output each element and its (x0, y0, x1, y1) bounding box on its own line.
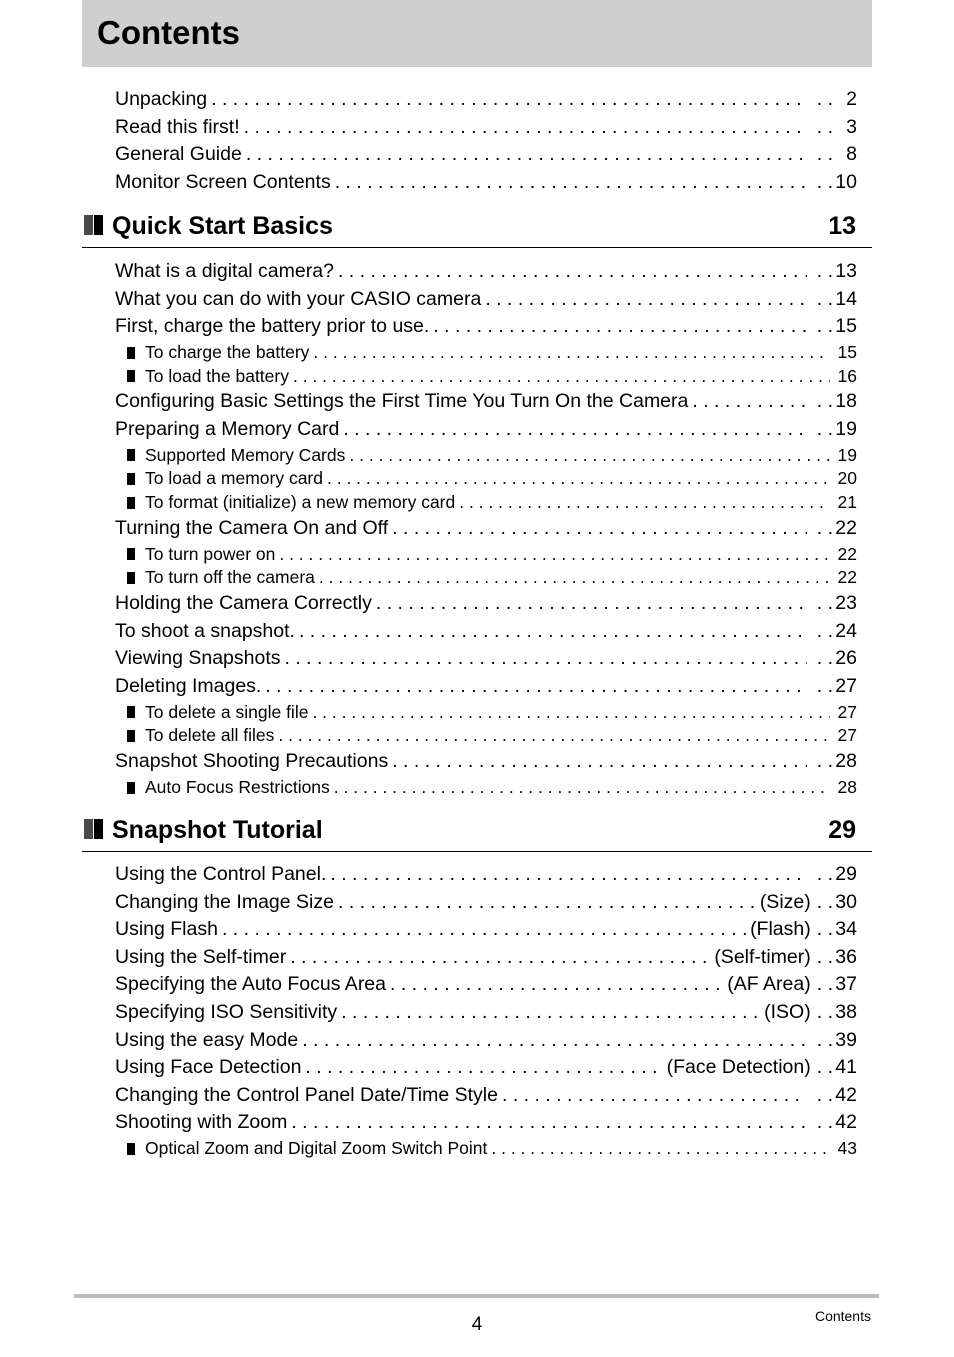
toc-entry-title: To delete a single file (145, 701, 309, 722)
toc-entry[interactable] (115, 515, 857, 543)
toc-subentry[interactable] (115, 566, 857, 590)
dot-leader (335, 169, 807, 197)
dot-leader (285, 645, 807, 673)
dot-leader-tail: . . (816, 1056, 833, 1079)
toc-entry[interactable] (115, 944, 857, 972)
toc-entry-key: (AF Area) (727, 973, 811, 996)
toc-entry[interactable] (115, 673, 857, 701)
toc-entry-title: Changing the Image Size (115, 890, 334, 913)
toc-entry-title: Using the easy Mode (115, 1028, 299, 1051)
toc-entry[interactable] (115, 141, 857, 169)
dot-leader-tail: . . (816, 88, 833, 110)
toc-subentry[interactable] (115, 341, 857, 365)
toc-entry-page: 15 (837, 341, 857, 362)
footer-page-number: 4 (471, 1314, 483, 1335)
toc-entry-page: 16 (837, 365, 857, 386)
toc-entry-page: 19 (835, 417, 857, 440)
dot-leader (279, 543, 829, 567)
toc-entry-page: 14 (835, 287, 857, 310)
toc-entry-title: Using the Control Panel. (115, 863, 327, 885)
toc-entry-page: 22 (835, 516, 857, 539)
toc-entry-title: Using Face Detection (115, 1056, 302, 1079)
toc-entry-key: (Face Detection) (666, 1056, 811, 1079)
dot-leader-tail: . . (816, 390, 833, 413)
section-page: 29 (828, 816, 856, 844)
section-marker-icon (82, 215, 104, 235)
toc-entry-title: Unpacking (115, 88, 208, 110)
toc-entry[interactable] (115, 1027, 857, 1055)
toc-entry-key: (Flash) (750, 918, 811, 941)
toc-entry-page: 39 (835, 1028, 857, 1051)
toc-entry-page: 28 (837, 776, 857, 797)
toc-entry-page: 27 (837, 725, 857, 746)
toc-entry-page: 18 (835, 390, 857, 413)
footer-rule (74, 1294, 879, 1298)
dot-leader (338, 258, 807, 286)
toc-entry-key: (Size) (759, 890, 811, 913)
toc-entry[interactable] (115, 618, 857, 646)
dot-leader (392, 748, 807, 776)
toc-entry-page: 42 (835, 1111, 857, 1134)
dot-leader-tail: . . (816, 115, 833, 138)
bullet-square-icon (127, 782, 135, 794)
toc-entry-title: Viewing Snapshots (115, 647, 281, 670)
section-title: Quick Start Basics (112, 212, 333, 240)
bullet-square-icon (127, 548, 135, 560)
dot-leader (491, 1137, 829, 1161)
toc-entry-title: Holding the Camera Correctly (115, 592, 372, 615)
dot-leader-tail: . . (816, 863, 833, 885)
toc-entry-page: 10 (835, 170, 857, 193)
dot-leader (376, 590, 807, 618)
toc-entry-title: To delete all files (145, 725, 275, 746)
page-title: Contents (97, 14, 240, 51)
toc-entry-title: Using Flash (115, 918, 218, 941)
toc-entry-title: To turn power on (145, 543, 276, 564)
dot-leader-tail: . . (816, 1083, 833, 1106)
toc-entry[interactable] (115, 999, 857, 1027)
toc-subentry[interactable] (115, 491, 857, 515)
intro-toc-list (115, 86, 857, 196)
toc-entry-page: 43 (837, 1137, 857, 1158)
toc-entry-page: 20 (837, 468, 857, 489)
toc-entry-title: Configuring Basic Settings the First Time You Turn On the Camera (115, 390, 689, 413)
dot-leader (222, 916, 746, 944)
toc-entry-title: Read this first! (115, 115, 240, 138)
dot-leader (392, 515, 807, 543)
toc-entry-page: 29 (835, 863, 857, 885)
bullet-square-icon (127, 497, 135, 509)
dot-leader-tail: . . (816, 592, 833, 615)
toc-entry[interactable] (115, 916, 857, 944)
toc-entry-page: 8 (846, 143, 857, 166)
dot-leader (330, 861, 806, 889)
toc-subentry[interactable] (115, 543, 857, 567)
toc-entry-title: Specifying the Auto Focus Area (115, 973, 387, 996)
dot-leader-tail: . . (816, 417, 833, 440)
toc-entry[interactable] (115, 590, 857, 618)
toc-entry-title: Specifying ISO Sensitivity (115, 1000, 338, 1023)
dot-leader (390, 971, 723, 999)
dot-leader (244, 114, 807, 142)
dot-leader (302, 1027, 807, 1055)
toc-subentry[interactable] (115, 701, 857, 725)
toc-entry-page: 24 (835, 619, 857, 642)
dot-leader (265, 673, 806, 701)
dot-leader (502, 1082, 807, 1110)
toc-entry[interactable] (115, 313, 857, 341)
dot-leader (692, 388, 806, 416)
toc-entry-page: 28 (835, 750, 857, 773)
section-page: 13 (828, 212, 856, 240)
toc-entry-title: To load the battery (145, 365, 289, 386)
dot-leader-tail: . . (816, 170, 833, 193)
dot-leader-tail: . . (816, 674, 833, 697)
toc-subentry[interactable] (115, 467, 857, 491)
footer-label: Contents (814, 1308, 871, 1324)
dot-leader-tail: . . (816, 973, 833, 996)
toc-entry[interactable] (115, 889, 857, 917)
toc-entry-title: Shooting with Zoom (115, 1111, 288, 1134)
snapshot-tutorial-toc-list (115, 861, 857, 1161)
dot-leader-tail: . . (816, 750, 833, 773)
toc-entry-title: Deleting Images. (115, 674, 262, 697)
toc-entry[interactable] (115, 114, 857, 142)
toc-entry-title: Optical Zoom and Digital Zoom Switch Point (145, 1137, 488, 1158)
toc-entry-page: 21 (837, 492, 857, 513)
bullet-square-icon (127, 473, 135, 485)
toc-entry-page: 2 (846, 88, 857, 110)
dot-leader (290, 944, 710, 972)
toc-entry-title: Using the Self-timer (115, 945, 287, 968)
toc-entry[interactable] (115, 286, 857, 314)
dot-leader (211, 86, 807, 114)
section-header-snapshot-tutorial (82, 815, 872, 852)
dot-leader (334, 776, 830, 800)
toc-entry[interactable] (115, 416, 857, 444)
dot-leader-tail: . . (816, 1000, 833, 1023)
bullet-square-icon (127, 449, 135, 461)
toc-entry-title: Turning the Camera On and Off (115, 516, 389, 539)
bullet-square-icon (127, 370, 135, 382)
dot-leader (338, 889, 756, 917)
toc-entry-title: To shoot a snapshot. (115, 619, 295, 642)
toc-entry[interactable] (115, 861, 857, 889)
toc-entry-key: (ISO) (764, 1000, 811, 1023)
dot-leader-tail: . . (816, 918, 833, 941)
dot-leader (299, 618, 807, 646)
dot-leader (319, 566, 830, 590)
toc-entry-page: 22 (837, 567, 857, 588)
toc-entry-page: 41 (835, 1056, 857, 1079)
toc-entry[interactable] (115, 1109, 857, 1137)
toc-entry[interactable] (115, 258, 857, 286)
dot-leader (349, 444, 829, 468)
toc-entry-title: First, charge the battery prior to use. (115, 315, 430, 338)
toc-entry[interactable] (115, 169, 857, 197)
toc-entry[interactable] (115, 748, 857, 776)
toc-entry[interactable] (115, 645, 857, 673)
dot-leader (291, 1109, 806, 1137)
toc-entry-title: To turn off the camera (145, 567, 315, 588)
dot-leader (312, 701, 829, 725)
toc-entry-title: Changing the Control Panel Date/Time Style (115, 1083, 498, 1106)
dot-leader-tail: . . (816, 1028, 833, 1051)
toc-entry[interactable] (115, 971, 857, 999)
dot-leader-tail: . . (816, 890, 833, 913)
toc-entry-page: 27 (837, 701, 857, 722)
toc-entry-page: 23 (835, 592, 857, 615)
dot-leader (343, 416, 806, 444)
toc-subentry[interactable] (115, 776, 857, 800)
dot-leader (293, 365, 830, 389)
toc-entry-title: To load a memory card (145, 468, 323, 489)
toc-entry-title: Monitor Screen Contents (115, 170, 331, 193)
dot-leader (341, 999, 760, 1027)
toc-entry-page: 19 (837, 444, 857, 465)
toc-entry-title: Supported Memory Cards (145, 444, 346, 465)
section-header-quick-start (82, 211, 872, 248)
dot-leader-tail: . . (816, 647, 833, 670)
toc-entry-title: What is a digital camera? (115, 260, 334, 282)
dot-leader (327, 467, 830, 491)
section-marker-icon (82, 819, 104, 839)
toc-entry-title: General Guide (115, 143, 242, 166)
bullet-square-icon (127, 572, 135, 584)
dot-leader-tail: . . (816, 619, 833, 642)
dot-leader (459, 491, 829, 515)
toc-subentry[interactable] (115, 1137, 857, 1161)
toc-subentry[interactable] (115, 365, 857, 389)
toc-entry-page: 13 (835, 260, 857, 282)
toc-entry-page: 15 (835, 315, 857, 338)
dot-leader-tail: . . (816, 516, 833, 539)
toc-entry-page: 26 (835, 647, 857, 670)
toc-entry-title: Snapshot Shooting Precautions (115, 750, 389, 773)
dot-leader (433, 313, 806, 341)
toc-entry-title: To charge the battery (145, 341, 310, 362)
dot-leader (246, 141, 807, 169)
quick-start-toc-list (115, 258, 857, 800)
toc-entry-page: 27 (835, 674, 857, 697)
toc-entry-page: 30 (835, 890, 857, 913)
bullet-square-icon (127, 730, 135, 742)
toc-entry-page: 38 (835, 1000, 857, 1023)
title-bar (82, 0, 872, 67)
dot-leader-tail: . . (816, 945, 833, 968)
toc-subentry[interactable] (115, 444, 857, 468)
toc-entry[interactable] (115, 388, 857, 416)
dot-leader-tail: . . (816, 143, 833, 166)
toc-subentry[interactable] (115, 724, 857, 748)
dot-leader (278, 724, 829, 748)
toc-entry-key: (Self-timer) (714, 945, 811, 968)
dot-leader (313, 341, 829, 365)
toc-entry-page: 37 (835, 973, 857, 996)
dot-leader (485, 286, 806, 314)
toc-entry-title: Auto Focus Restrictions (145, 776, 330, 797)
toc-entry-title: Preparing a Memory Card (115, 417, 340, 440)
bullet-square-icon (127, 706, 135, 718)
toc-entry[interactable] (115, 1054, 857, 1082)
toc-entry-title: To format (initialize) a new memory card (145, 492, 456, 513)
dot-leader-tail: . . (816, 287, 833, 310)
toc-entry-title: What you can do with your CASIO camera (115, 287, 482, 310)
bullet-square-icon (127, 1143, 135, 1155)
toc-entry-page: 34 (835, 918, 857, 941)
toc-entry-page: 36 (835, 945, 857, 968)
dot-leader-tail: . . (816, 315, 833, 338)
bullet-square-icon (127, 347, 135, 359)
section-title: Snapshot Tutorial (112, 816, 323, 844)
toc-entry-page: 42 (835, 1083, 857, 1106)
toc-entry[interactable] (115, 86, 857, 114)
dot-leader-tail: . . (816, 260, 833, 282)
toc-entry-page: 22 (837, 543, 857, 564)
toc-entry-page: 3 (846, 115, 857, 138)
dot-leader (305, 1054, 662, 1082)
dot-leader-tail: . . (816, 1111, 833, 1134)
toc-entry[interactable] (115, 1082, 857, 1110)
